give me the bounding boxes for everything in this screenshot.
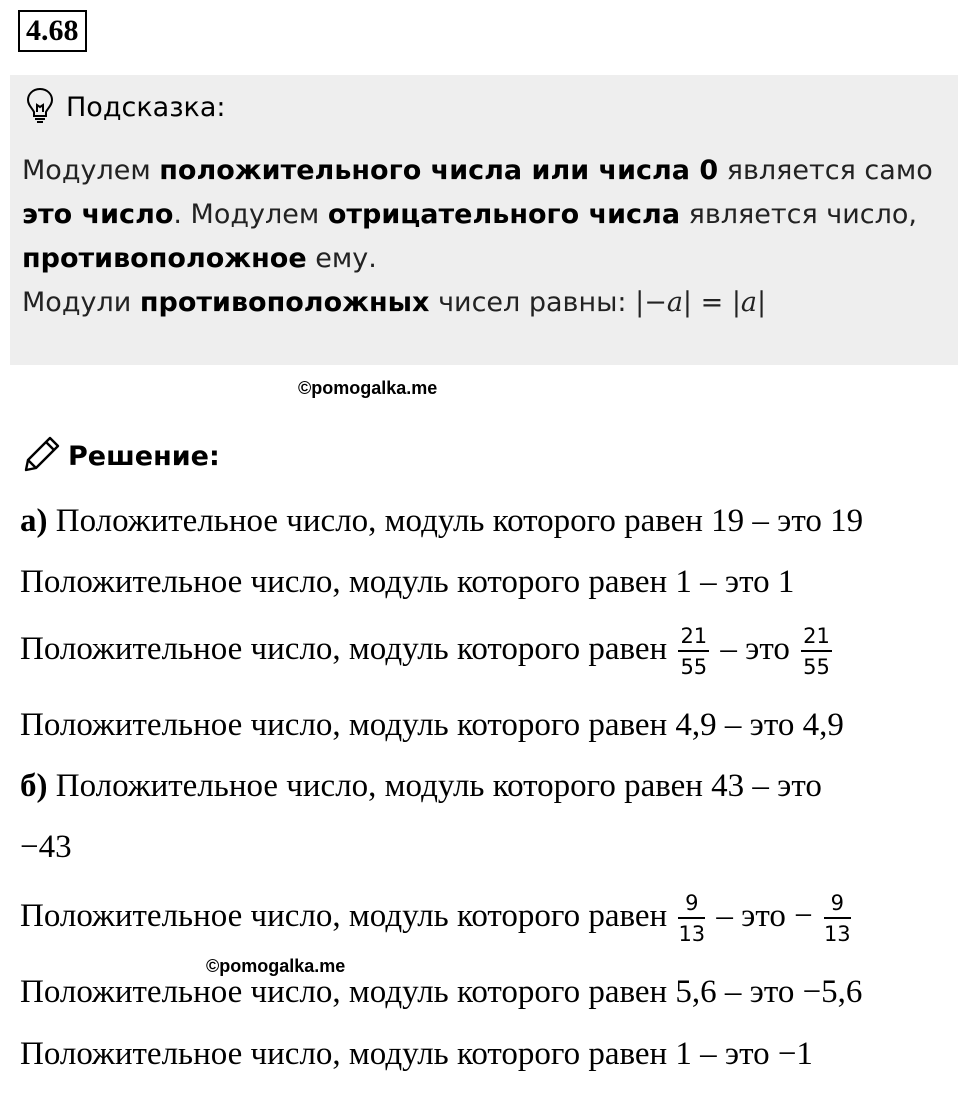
hint-title: Подсказка: [66, 91, 226, 123]
fraction-21-55-result: $\frac{21}{55}$ [803, 624, 830, 679]
formula-left: |−a| [635, 287, 693, 318]
solution-line-b1: б) Положительное число, модуль которого равен 43 – это [20, 768, 822, 804]
formula-right: |a| [731, 287, 767, 318]
solution-line-b2: Положительное число, модуль которого равен $\frac{9}{13}$ – это − $\frac{9}{13}$ [20, 891, 851, 946]
solution-line-b3: Положительное число, модуль которого равен 5,6 – это −5,6 [20, 974, 863, 1010]
watermark-top: ©pomogalka.me [298, 378, 438, 398]
hint-body [22, 149, 942, 325]
hint-panel [10, 75, 958, 365]
solution-line-a3: Положительное число, модуль которого равен $\frac{21}{55}$ – это $\frac{21}{55}$ [20, 624, 830, 679]
hint-header [24, 87, 226, 127]
solution-header [22, 432, 220, 480]
fraction-9-13: $\frac{9}{13}$ [678, 891, 706, 946]
lightbulb-icon [24, 86, 56, 129]
solution-line-a4: Положительное число, модуль которого равен 4,9 – это 4,9 [20, 707, 844, 743]
hint-line-3: противоположное ему. [22, 243, 377, 274]
hint-line-2: это число. Модулем отрицательного числа является число, [22, 199, 917, 230]
hint-line-1: Модулем положительного числа или числа 0 является само [22, 155, 933, 186]
solution-title: Решение: [68, 440, 220, 472]
solution-line-b4: Положительное число, модуль которого равен 1 – это −1 [20, 1036, 813, 1072]
solution-line-a2: Положительное число, модуль которого равен 1 – это 1 [20, 564, 795, 600]
hint-line-4: Модули противоположных чисел равны: |−a| = |a| [22, 287, 767, 318]
solution-line-a1: а) Положительное число, модуль которого равен 19 – это 19 [20, 503, 864, 539]
fraction-9-13-result: $\frac{9}{13}$ [823, 891, 851, 946]
watermark-bottom: ©pomogalka.me [206, 956, 346, 976]
fraction-21-55: $\frac{21}{55}$ [680, 624, 708, 679]
label-a: а) [20, 503, 48, 539]
pencil-icon [22, 434, 62, 479]
solution-line-b1-cont: −43 [20, 829, 72, 865]
task-number: 4.68 [18, 10, 87, 52]
label-b: б) [20, 768, 48, 804]
